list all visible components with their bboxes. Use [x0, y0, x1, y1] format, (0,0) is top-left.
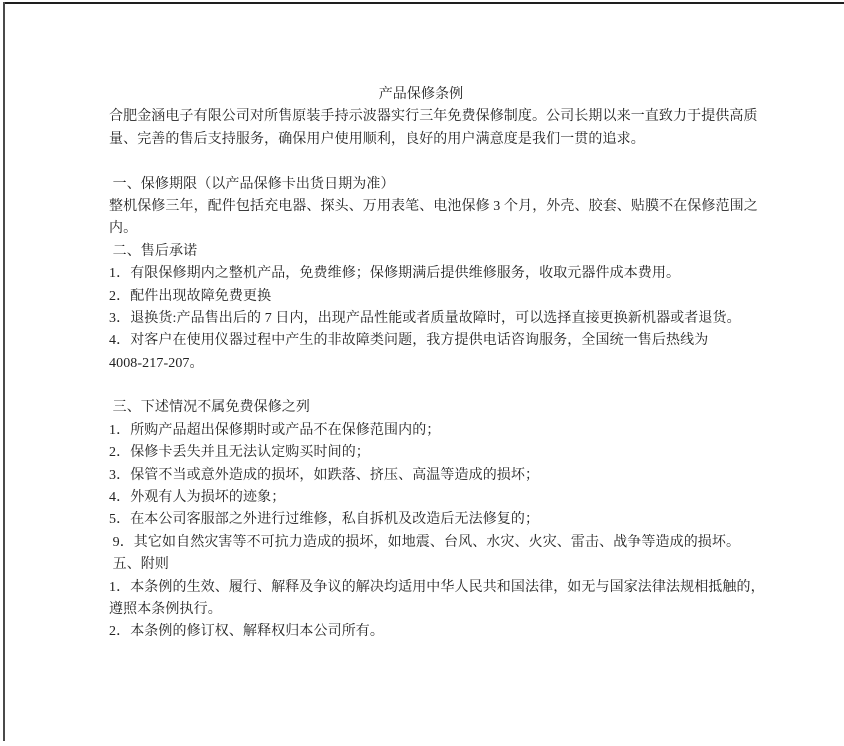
page-border-left [3, 2, 5, 741]
document-line: 内。 [109, 221, 138, 237]
document-line: 合肥金涵电子有限公司对所售原装手持示波器实行三年免费保修制度。公司长期以来一直致力于提供高质 [109, 109, 758, 125]
page-border-top [3, 2, 844, 4]
document-line: 1．本条例的生效、履行、解释及争议的解决均适用中华人民共和国法律，如无与国家法律法规相抵触的， [109, 579, 765, 595]
document-title: 产品保修条例 [378, 87, 464, 102]
document-line: 整机保修三年，配件包括充电器、探头、万用表笔、电池保修 3 个月，外壳、胶套、贴膜不在保修范围之 [109, 198, 758, 214]
document-line: 五、附则 [109, 557, 169, 573]
document-line: 4008-217-207。 [109, 355, 204, 371]
document-line: 一、保修期限（以产品保修卡出货日期为准） [109, 176, 395, 192]
document-line: 遵照本条例执行。 [109, 601, 222, 617]
warranty-document [109, 84, 765, 644]
document-line: 三、下述情况不属免费保修之列 [109, 400, 310, 416]
document-line: 量、完善的售后支持服务，确保用户使用顺利，良好的用户满意度是我们一贯的追求。 [109, 131, 645, 147]
document-line: 1．所购产品超出保修期时或产品不在保修范围内的； [109, 422, 441, 438]
document-line: 5．在本公司客服部之外进行过维修，私自拆机及改造后无法修复的； [109, 512, 540, 528]
document-line: 1．有限保修期内之整机产品，免费维修；保修期满后提供维修服务，收取元器件成本费用。 [109, 266, 681, 282]
document-body-lines [109, 106, 765, 643]
document-line: 2．保修卡丢失并且无法认定购买时间的； [109, 445, 370, 461]
document-line: 2．配件出现故障免费更换 [109, 288, 272, 304]
document-line: 3．保管不当或意外造成的损坏，如跌落、挤压、高温等造成的损坏； [109, 467, 540, 483]
blank-line [109, 151, 733, 173]
blank-line [109, 375, 733, 397]
document-line: 2．本条例的修订权、解释权归本公司所有。 [109, 624, 384, 640]
document-line: 二、售后承诺 [109, 243, 198, 259]
document-line: 3．退换货:产品售出后的 7 日内，出现产品性能或者质量故障时，可以选择直接更换新机器或者退货。 [109, 310, 741, 326]
document-line: 9．其它如自然灾害等不可抗力造成的损坏，如地震、台风、水灾、火灾、雷击、战争等造成的损坏。 [109, 534, 741, 550]
document-line: 4．对客户在使用仪器过程中产生的非故障类问题，我方提供电话咨询服务，全国统一售后热线为 [109, 333, 709, 349]
document-line: 4．外观有人为损坏的迹象； [109, 490, 286, 506]
